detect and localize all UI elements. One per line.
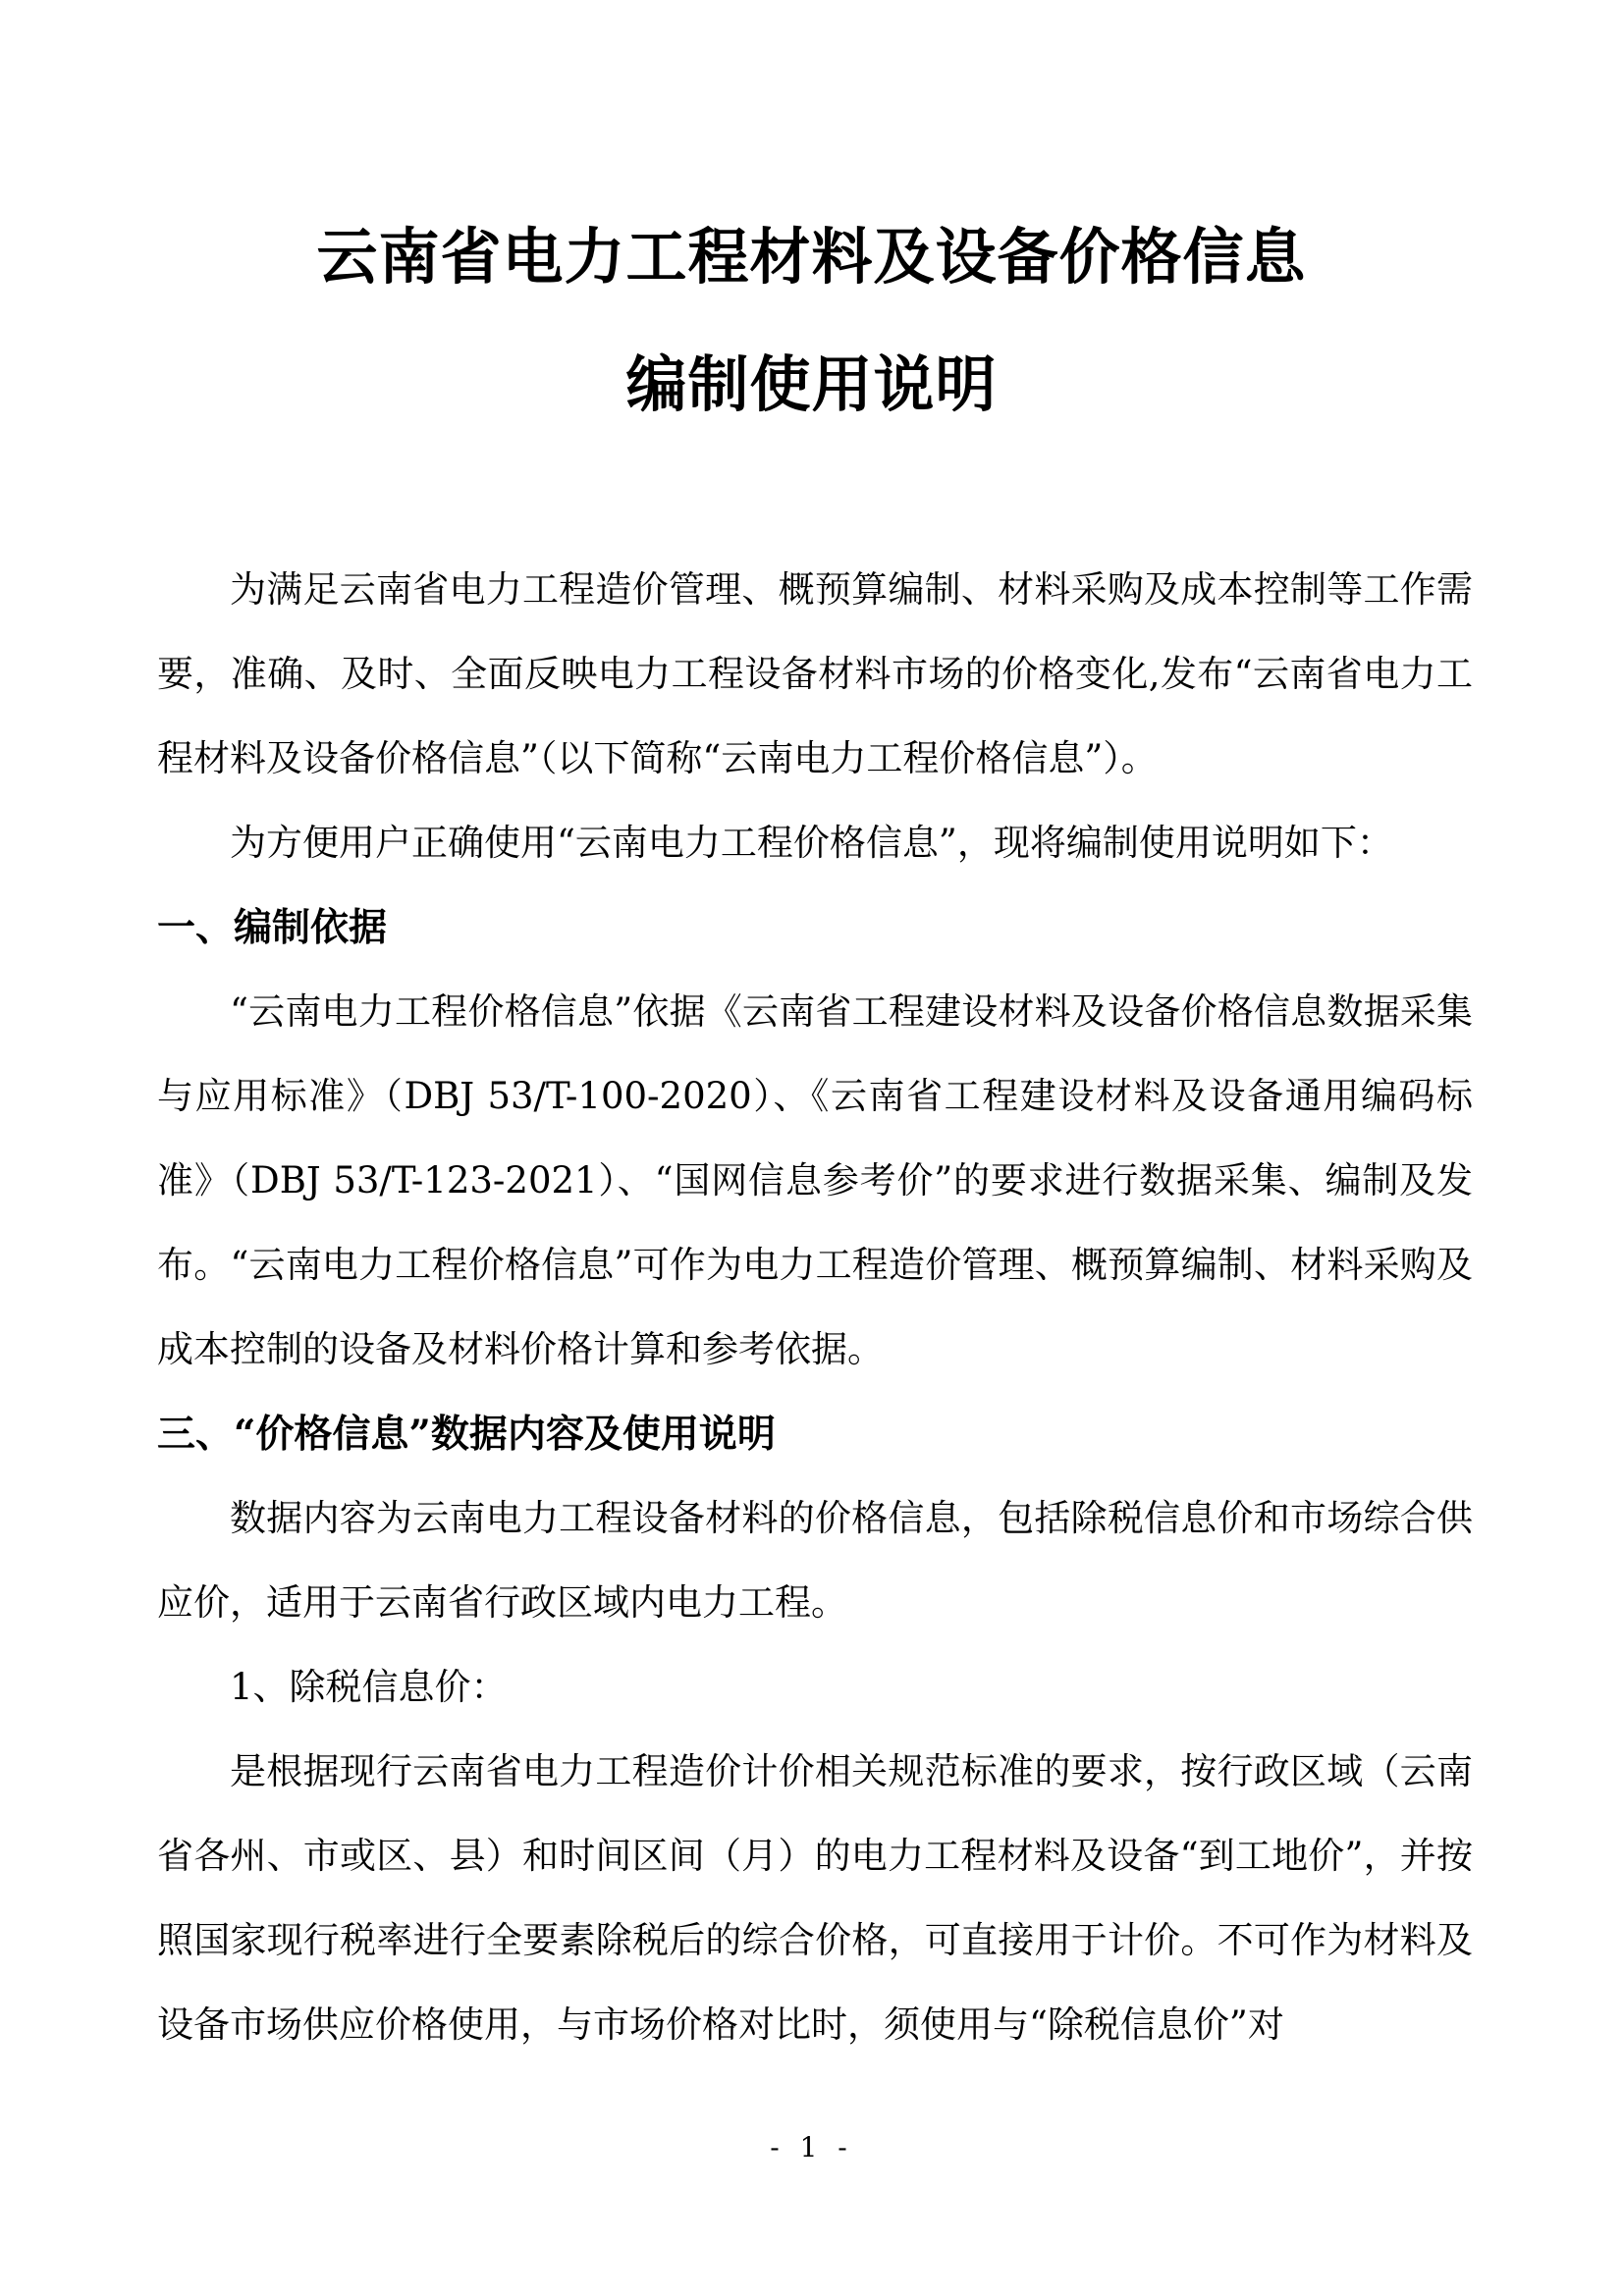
document-title-line2: 编制使用说明	[625, 348, 998, 420]
item-heading-1: 1、除税信息价：	[230, 1666, 508, 1708]
section-heading-1: 一、编制依据	[157, 905, 388, 950]
section-heading-3: 三、“价格信息”数据内容及使用说明	[157, 1412, 776, 1457]
paragraph-intro: 为满足云南省电力工程造价管理、概预算编制、材料采购及成本控制等工作需要，准确、及时、全面反映电力工程设备材料市场的价格变化,发布“云南省电力工程材料及设备价格信息”（以下简称“云南电力工程价格信息”）。	[157, 568, 1473, 779]
paragraph-intro-2: 为方便用户正确使用“云南电力工程价格信息”，现将编制使用说明如下：	[230, 822, 1393, 864]
page-number: - 1 -	[770, 2131, 853, 2163]
paragraph-item-1: 是根据现行云南省电力工程造价计价相关规范标准的要求，按行政区域（云南省各州、市或区、县）和时间区间（月）的电力工程材料及设备“到工地价”，并按照国家现行税率进行全要素除税后的综合价格，可直接用于计价。不可作为材料及设备市场供应价格使用，与市场价格对比时，须使用与“除税信息价”对	[157, 1750, 1473, 2046]
document-body	[157, 548, 1473, 2067]
paragraph-section-1: “云南电力工程价格信息”依据《云南省工程建设材料及设备价格信息数据采集与应用标准》（DBJ 53/T-100-2020）、《云南省工程建设材料及设备通用编码标准》（DBJ 53/T-123-2021）、“国网信息参考价”的要求进行数据采集、编制及发布。“云南电力工程价格信息”可作为电力工程造价管理、概预算编制、材料采购及成本控制的设备及材料价格计算和参考依据。	[157, 990, 1473, 1370]
document-title-line1: 云南省电力工程材料及设备价格信息	[316, 221, 1307, 293]
paragraph-section-3: 数据内容为云南电力工程设备材料的价格信息，包括除税信息价和市场综合供应价，适用于云南省行政区域内电力工程。	[157, 1497, 1473, 1624]
